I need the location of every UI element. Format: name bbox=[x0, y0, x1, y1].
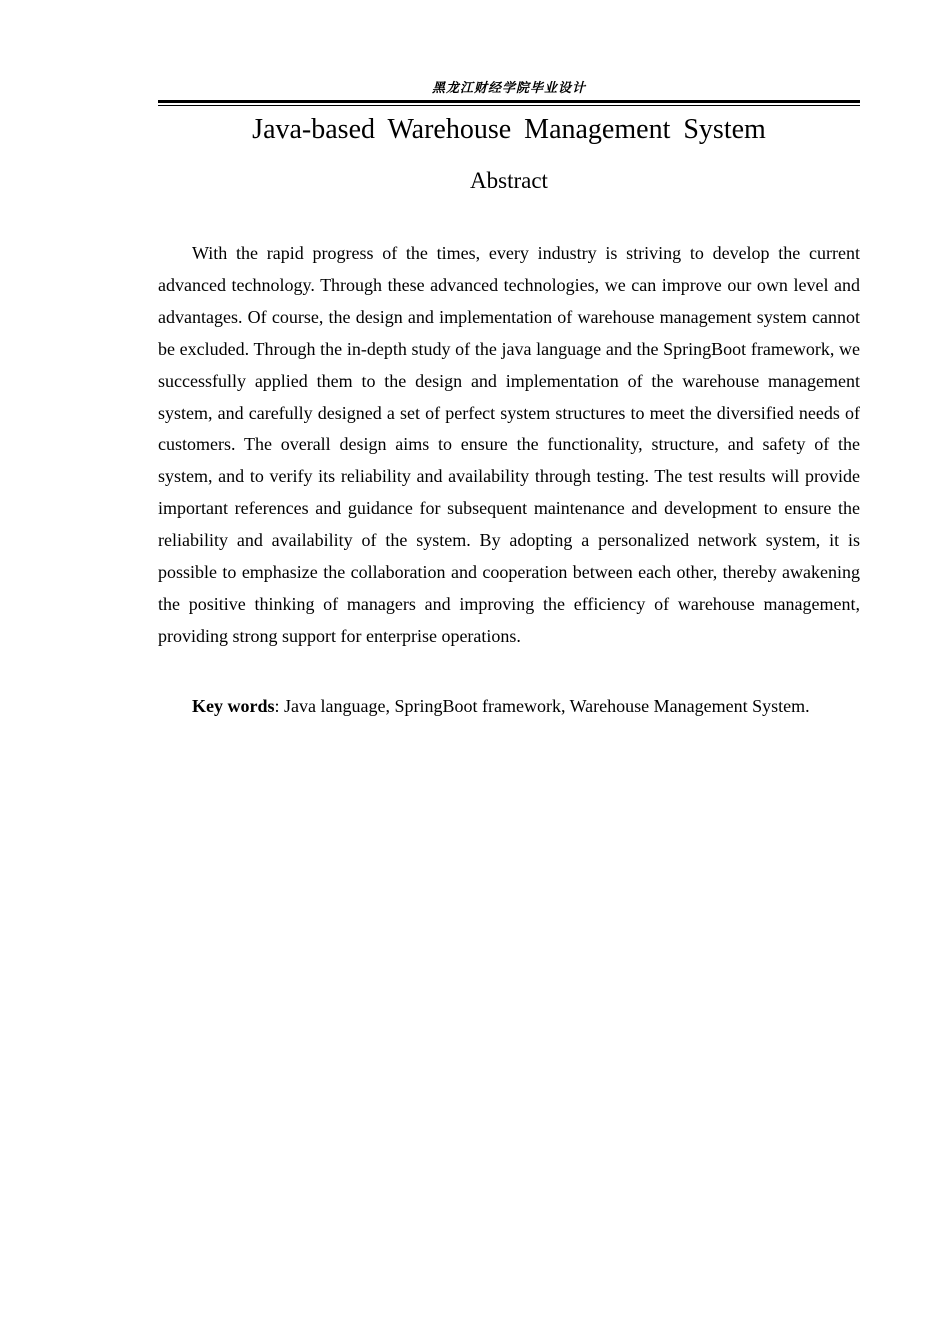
header-rule-thin bbox=[158, 105, 860, 106]
abstract-paragraph: With the rapid progress of the times, every industry is striving to develop the current advanced technology. Through these advanced technologies, we can improve our own level and advantages. Of course, the design and implementation of warehouse management system cannot be excluded. Through the in-depth study of the java language and the SpringBoot framework, we successfully applied them to the design and implementation of the warehouse management system, and carefully designed a set of perfect system structures to meet the diversified needs of customers. The overall design aims to ensure the functionality, structure, and safety of the system, and to verify its reliability and availability through testing. The test results will provide important references and guidance for subsequent maintenance and development to ensure the reliability and availability of the system. By adopting a personalized network system, it is possible to emphasize the collaboration and cooperation between each other, thereby awakening the positive thinking of managers and improving the efficiency of warehouse management, providing strong support for enterprise operations. bbox=[158, 243, 860, 646]
keywords-label: Key words bbox=[192, 696, 275, 716]
keywords-value: Java language, SpringBoot framework, Warehouse Management System. bbox=[284, 696, 810, 716]
abstract-heading: Abstract bbox=[470, 168, 548, 193]
running-header: 黑龙江财经学院毕业设计 bbox=[431, 81, 586, 96]
header-rule-thick bbox=[158, 100, 860, 103]
keywords-separator: : bbox=[274, 696, 285, 716]
keywords-line bbox=[192, 691, 860, 722]
document-title: Java-based Warehouse Management System bbox=[252, 114, 766, 145]
